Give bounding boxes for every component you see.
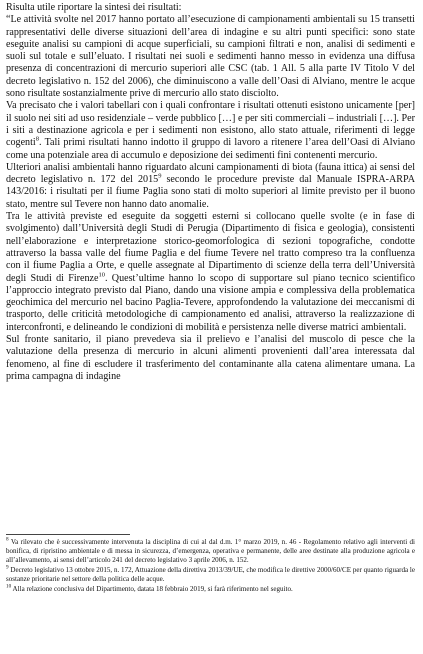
text-span: . Tali primi risultati hanno indotto il gruppo di lavoro a ritenere l’area dell’Oasi di Alviano come una potenziale area di accumulo e deposizione dei sedimenti fini contenenti mercurio. bbox=[6, 137, 415, 161]
paragraph-external-activities bbox=[6, 211, 415, 334]
footnote-text: Decreto legislativo 13 ottobre 2015, n. 172, Attuazione della direttiva 2013/39/UE, che modifica le direttive 2000/60/CE per quanto riguarda le sostanze prioritarie nel settore della politica delle acque. bbox=[6, 566, 415, 584]
footnotes bbox=[6, 538, 415, 596]
footnote-separator bbox=[6, 534, 130, 535]
text-span: Tra le attività previste ed eseguite da soggetti esterni si collocano quelle svolte (e in fase di svolgimento) dall’Università degli Studi di Perugia (Dipartimento di fisica e geologia), consistenti nell’elaborazione e interpretazione storico-geomorfologica di sezioni topografiche, condotte attraverso la bassa valle del fiume Paglia e del fiume Tevere nel tratto compreso tra la confluenza con il fiume Paglia a Orte, e quelle assegnate al Dipartimento di scienze della terra dell’Università degli Studi di Firenze bbox=[6, 211, 415, 284]
paragraph-table-values bbox=[6, 100, 415, 161]
text-span: . Quest’ultime hanno lo scopo di supportare sul piano tecnico scientifico l’approccio integrato previsto dal Piano, dando una visione ampia e complessiva della problematica geochimica del mercurio nel bacino Paglia-Tevere, approfondendo la valutazione dei meccanismi di trasporto, delle criticità metodologiche di campionamento ed analisi, attraverso la realizzazione di interconfronti, e delineando le condizioni di mobilità e persistenza nelle diverse matrici ambientali. bbox=[6, 272, 415, 333]
paragraph-results-2017: “Le attività svolte nel 2017 hanno portato all’esecuzione di campionamenti ambientali su 15 transetti rappresentativi delle diverse situazioni dell’area di indagine e su altri punti specifici: sono state eseguite analisi su campioni di acque superficiali, su campioni filtrati e non, analisi di sedimenti e suoli sul totale e sull’eluato. I risultati nei suoli e sedimenti hanno messo in evidenza una diffusa presenza di concentrazioni di mercurio superiori alle CSC (tab. 1 All. 5 alla parte IV Titolo V del decreto legislativo n. 152 del 2006), che diminuiscono a valle dell’Oasi di Alviano, mentre le acque sono risultate sostanzialmente prive di mercurio allo stato disciolto. bbox=[6, 14, 415, 100]
footnote-ref-8[interactable]: 8 bbox=[35, 135, 39, 143]
footnote-number: 10 bbox=[6, 584, 12, 591]
text-span: secondo le procedure previste dal Manuale ISPRA-ARPA 143/2016: i risultati per il fiume Paglia sono stati di molto superiori al limite previsto per il buono stato, mentre sul Tevere non hanno dato anomalie. bbox=[6, 174, 415, 210]
body-text bbox=[6, 2, 415, 383]
footnote-text: Alla relazione conclusiva del Dipartimento, datata 18 febbraio 2019, si farà riferimento nel seguito. bbox=[11, 585, 293, 594]
footnote-number: 9 bbox=[6, 564, 9, 571]
text-span: Ulteriori analisi ambientali hanno riguardato alcuni campionamenti di biota (fauna ittica) ai sensi del decreto legislativo n. 172 del 2015 bbox=[6, 161, 415, 186]
footnote-ref-9[interactable]: 9 bbox=[158, 172, 162, 180]
footnote-ref-10[interactable]: 10 bbox=[98, 271, 105, 279]
paragraph-health: Sul fronte sanitario, il piano prevedeva sia il prelievo e l’analisi del muscolo di pesce che la valutazione della presenza di mercurio in alcuni alimenti provenienti dall’area interessata dal fenomeno, al fine di escludere il trasferimento del contaminante alla catena alimentare umana. La prima campagna di indagine bbox=[6, 334, 415, 382]
footnote-8 bbox=[6, 538, 415, 565]
footnote-10 bbox=[6, 585, 415, 594]
footnote-text: Va rilevato che è successivamente intervenuta la disciplina di cui al dal d.m. 1° marzo 2019, n. 46 - Regolamento relativo agli interventi di bonifica, di ripristino ambientale e di messa in sicurezza, d’emergenza, operativa e permanente, delle aree destinate alla produzione agricola e all’allevamento, ai sensi dell’articolo 241 del decreto legislativo 3 aprile 2006, n. 152. bbox=[6, 538, 415, 565]
intro-line: Risulta utile riportare la sintesi dei risultati: bbox=[6, 2, 182, 13]
text-span: Va precisato che i valori tabellari con i quali confrontare i risultati ottenuti esistono unicamente [per] il suolo nei siti ad uso residenziale – verde pubblico […] e per siti commerciali – industriali […]. Per i siti a destinazione agricola e per i sedimenti non esistono, allo stato attuale, riferimenti di legge cogenti bbox=[6, 100, 415, 149]
footnote-number: 8 bbox=[6, 536, 9, 543]
footnote-9 bbox=[6, 566, 415, 584]
paragraph-biota bbox=[6, 162, 415, 211]
